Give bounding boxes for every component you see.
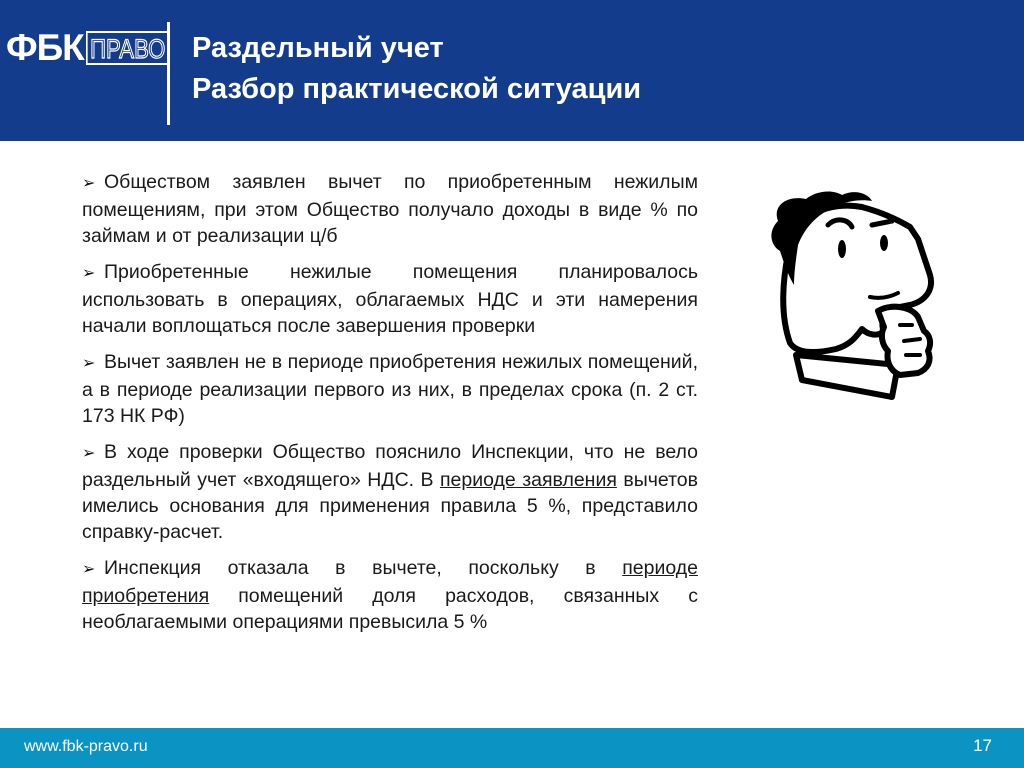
company-logo: [6, 28, 188, 68]
bullet-arrow-icon: ➢: [82, 445, 96, 462]
bullet-text: Вычет заявлен не в периоде приобретения нежилых помещений, а в периоде реализации первого из них, в пределах срока (п. 2 ст. 173 НК РФ): [82, 351, 698, 427]
bullet-item: [82, 349, 698, 429]
header-bar: [0, 0, 1024, 141]
bullet-text: В ходе проверки Общество пояснило Инспекции, что не вело раздельный учет «входящего» НДС. В: [82, 441, 698, 491]
slide-title-line1: Раздельный учет: [192, 32, 444, 64]
bullet-text: Инспекция отказала в вычете, поскольку в: [104, 557, 623, 579]
bullet-item: [82, 169, 698, 249]
underlined-term: периоде приобретения: [82, 557, 698, 607]
footer-bar: [0, 728, 1024, 768]
header-divider: [167, 22, 170, 125]
bullet-arrow-icon: ➢: [82, 265, 96, 282]
bullet-item: [82, 555, 698, 635]
bullet-list: [82, 169, 698, 645]
bullet-arrow-icon: ➢: [82, 175, 96, 192]
bullet-item: [82, 439, 698, 545]
bullet-text: Приобретенные нежилые помещения планировалось использовать в операциях, облагаемых НДС и эти намерения начали воплощаться после завершения проверки: [82, 261, 698, 337]
logo-fbk-text: ФБК: [6, 27, 84, 68]
page-number: 17: [973, 736, 992, 755]
bullet-arrow-icon: ➢: [82, 561, 96, 578]
underlined-term: периоде заявления: [439, 469, 617, 491]
bullet-text: Обществом заявлен вычет по приобретенным нежилым помещениям, при этом Общество получало доходы в виде % по займам и от реализации ц/б: [82, 171, 698, 247]
bullet-item: [82, 259, 698, 339]
slide-title-line2: Разбор практической ситуации: [192, 73, 642, 105]
bullet-arrow-icon: ➢: [82, 355, 96, 372]
website-link[interactable]: www.fbk-pravo.ru: [24, 738, 148, 755]
bullet-text-continued: помещений доля расходов, связанных с необлагаемыми операциями превысила 5 %: [82, 585, 698, 633]
logo-pravo-text: ПРАВО: [86, 31, 169, 65]
slide-title: [192, 28, 641, 110]
bullet-text-continued: вычетов имелись основания для применения правила 5 %, представило справку-расчет.: [82, 469, 698, 543]
thinking-man-icon: [750, 185, 965, 405]
